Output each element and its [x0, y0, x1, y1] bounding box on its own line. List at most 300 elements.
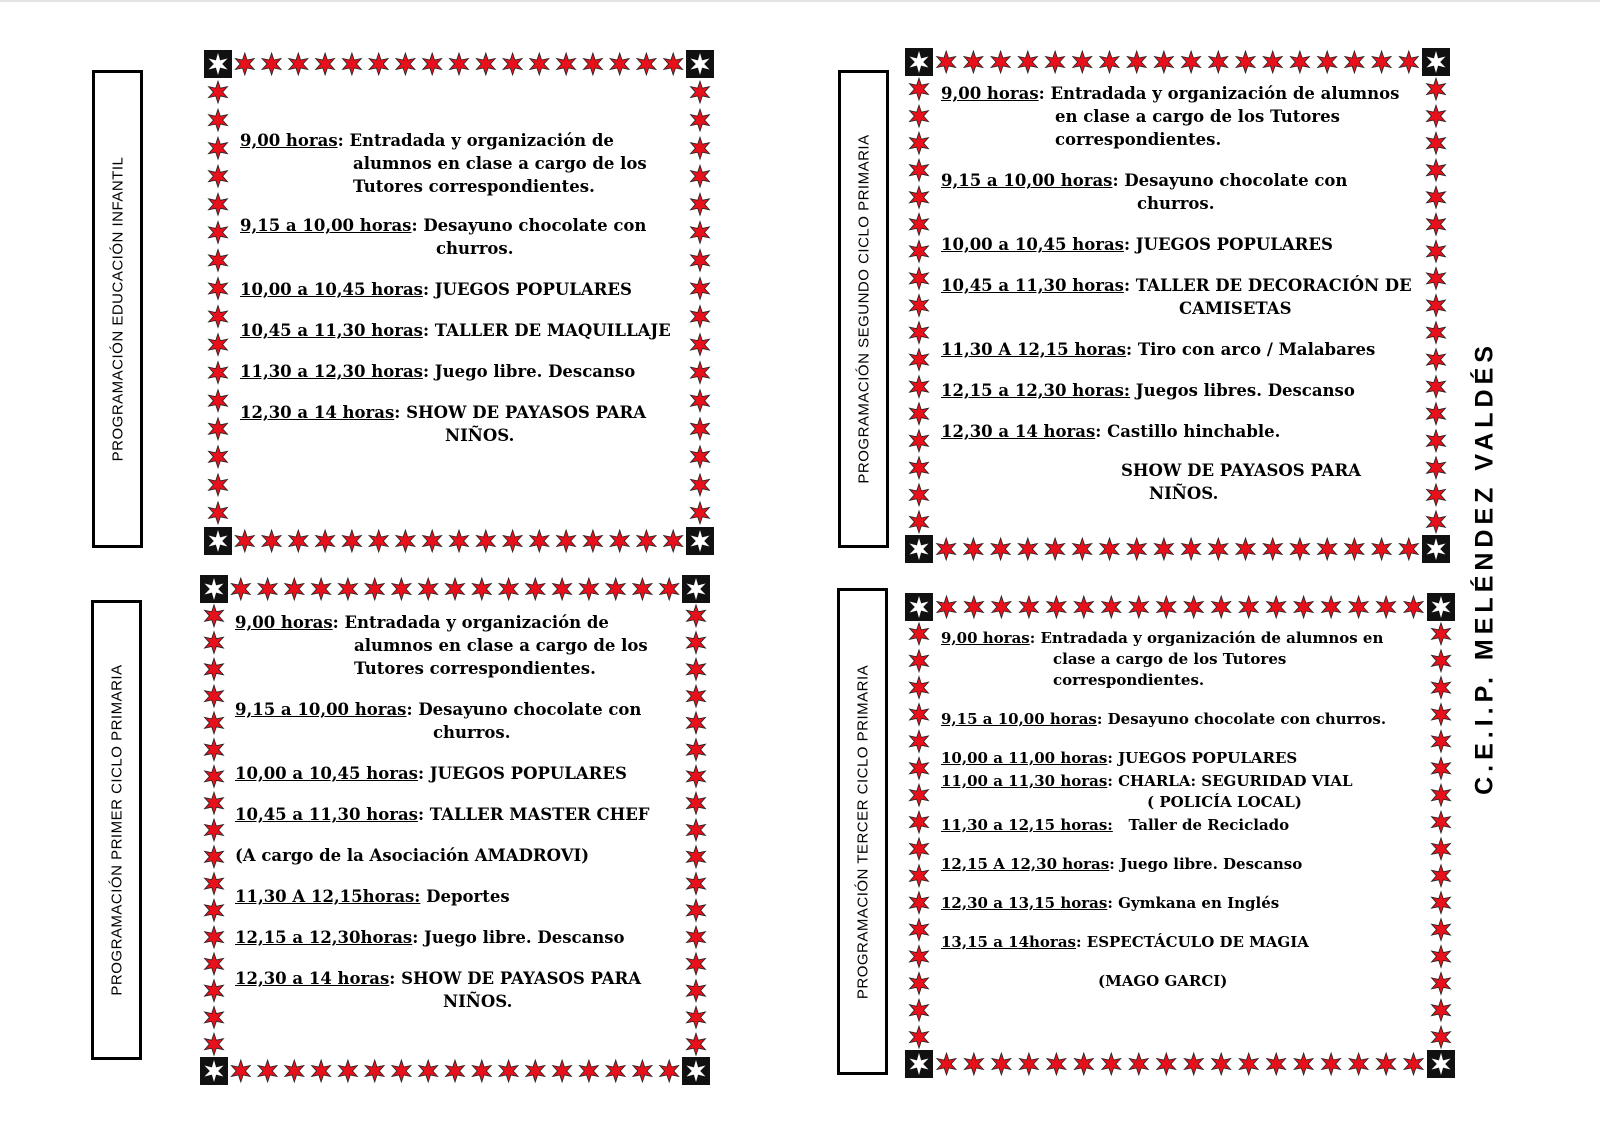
border-star: [687, 873, 706, 895]
border-star: [910, 295, 929, 317]
entry-desc: Desayuno chocolate con: [1124, 171, 1348, 190]
entry: [235, 762, 675, 785]
border-star: [1432, 623, 1451, 645]
border-star: [392, 578, 411, 600]
border-star: [687, 926, 706, 948]
entry-sep: :: [1123, 235, 1136, 254]
border-star: [1404, 596, 1423, 618]
card-infantil: [204, 50, 714, 555]
card-tercer: [905, 593, 1455, 1078]
border-star: [910, 838, 929, 860]
border-star: [1427, 403, 1446, 425]
border-star: [503, 53, 522, 75]
border-star: [316, 530, 335, 552]
border-star: [1209, 51, 1228, 73]
border-star: [419, 578, 438, 600]
entry: [941, 709, 1421, 730]
border-star: [1074, 1053, 1093, 1075]
border-star: [910, 972, 929, 994]
border-star: [209, 446, 228, 468]
border-star: [1157, 1053, 1176, 1075]
entry-time: 11,00 a 11,30 horas: [941, 772, 1108, 790]
border-star: [1102, 1053, 1121, 1075]
border-star: [610, 530, 629, 552]
label-infantil: [92, 70, 143, 548]
entry: [240, 214, 680, 260]
entry-time: 10,45 a 11,30 horas: [240, 321, 423, 340]
border-star: [910, 132, 929, 154]
border-star: [910, 757, 929, 779]
border-star: [687, 658, 706, 680]
border-star: [423, 530, 442, 552]
border-star: [606, 578, 625, 600]
border-star: [910, 484, 929, 506]
border-star: [209, 165, 228, 187]
entry-desc: (MAGO GARCI): [1098, 972, 1228, 990]
border-star: [446, 1060, 465, 1082]
entry-sep: [1113, 816, 1129, 834]
entry-sep: :: [1096, 710, 1108, 728]
border-star: [687, 792, 706, 814]
entry: [941, 169, 1421, 215]
border-star: [289, 53, 308, 75]
border-star: [937, 538, 956, 560]
border-star: [910, 105, 929, 127]
border-star: [1182, 538, 1201, 560]
entry: [941, 420, 1421, 443]
border-star: [691, 418, 710, 440]
border-star: [992, 1053, 1011, 1075]
border-star: [1372, 538, 1391, 560]
entry-time: 9,15 a 10,00 horas: [235, 700, 407, 719]
border-corner: [686, 527, 714, 555]
border-star: [1267, 596, 1286, 618]
border-star: [209, 306, 228, 328]
card-primer: [200, 575, 710, 1085]
border-star: [1432, 677, 1451, 699]
entry: [941, 748, 1421, 769]
border-star: [687, 899, 706, 921]
entry-desc: CHARLA: SEGURIDAD VIAL: [1118, 772, 1353, 790]
border-star: [450, 53, 469, 75]
entry: [235, 611, 675, 680]
entry-desc: (A cargo de la Asociación AMADROVI): [235, 846, 590, 865]
entry-desc: Deportes: [426, 887, 510, 906]
border-star: [1073, 51, 1092, 73]
border-star: [964, 596, 983, 618]
entry-time: 11,30 A 12,15 horas: [941, 340, 1127, 359]
border-star: [1318, 51, 1337, 73]
border-star: [691, 278, 710, 300]
border-star: [446, 578, 465, 600]
entry: [240, 360, 680, 383]
border-star: [235, 53, 254, 75]
border-star: [1154, 538, 1173, 560]
entry-desc: Gymkana en Inglés: [1118, 894, 1280, 912]
border-star: [369, 530, 388, 552]
entry-time: 9,15 a 10,00 horas: [240, 216, 412, 235]
border-star: [205, 1033, 224, 1055]
entry-sep: :: [1038, 84, 1051, 103]
border-star: [392, 1060, 411, 1082]
border-star: [530, 53, 549, 75]
border-star: [691, 109, 710, 131]
entry-sep: :: [1112, 171, 1125, 190]
border-star: [633, 1060, 652, 1082]
border-star: [209, 278, 228, 300]
border-star: [1184, 1053, 1203, 1075]
entry-sep: :: [406, 700, 419, 719]
border-star: [910, 811, 929, 833]
border-star: [1129, 1053, 1148, 1075]
border-star: [476, 53, 495, 75]
border-star: [258, 1060, 277, 1082]
border-star: [1019, 596, 1038, 618]
border-star: [964, 538, 983, 560]
border-star: [396, 53, 415, 75]
entry-time: 12,30 a 14 horas: [941, 422, 1096, 441]
border-star: [991, 51, 1010, 73]
border-star: [910, 677, 929, 699]
entry-desc: ESPECTÁCULO DE MAGIA: [1086, 933, 1309, 951]
border-corner: [204, 50, 232, 78]
entry-cont: NIÑOS.: [445, 426, 515, 445]
card-infantil-content: [240, 129, 680, 447]
border-star: [1427, 213, 1446, 235]
border-star: [1345, 538, 1364, 560]
border-star: [235, 530, 254, 552]
border-star: [1019, 1053, 1038, 1075]
entry-sep: :: [422, 280, 435, 299]
entry-time: 12,30 a 14 horas: [240, 403, 395, 422]
border-star: [687, 632, 706, 654]
border-star: [1432, 811, 1451, 833]
border-star: [338, 578, 357, 600]
border-star: [583, 530, 602, 552]
border-star: [579, 578, 598, 600]
border-star: [285, 578, 304, 600]
border-star: [1157, 596, 1176, 618]
border-star: [687, 1006, 706, 1028]
border-star: [1427, 78, 1446, 100]
border-star: [687, 846, 706, 868]
border-star: [1432, 784, 1451, 806]
border-star: [1318, 538, 1337, 560]
border-star: [472, 1060, 491, 1082]
entry-sep: :: [422, 362, 435, 381]
border-star: [1127, 538, 1146, 560]
entry-sep: :: [389, 969, 402, 988]
border-star: [687, 953, 706, 975]
entry-desc: TALLER DE MAQUILLAJE: [434, 321, 671, 340]
entry-time: 12,15 a 12,30 horas:: [941, 381, 1131, 400]
border-corner: [905, 593, 933, 621]
border-star: [1236, 51, 1255, 73]
border-star: [342, 530, 361, 552]
border-star: [691, 221, 710, 243]
entry-cont: NIÑOS.: [1149, 484, 1219, 503]
entry-sep: :: [1107, 749, 1119, 767]
entry-sep: :: [1029, 629, 1041, 647]
entry-time: 9,00 horas: [941, 629, 1030, 647]
border-star: [1018, 538, 1037, 560]
border-star: [1184, 596, 1203, 618]
entry-time: 12,15 A 12,30 horas: [941, 855, 1110, 873]
entry-time: 9,15 a 10,00 horas: [941, 710, 1097, 728]
entry-cont: alumnos en clase a cargo de los Tutores correspondientes.: [354, 636, 648, 678]
border-star: [1377, 1053, 1396, 1075]
entry-sep: :: [1095, 422, 1108, 441]
border-star: [1129, 596, 1148, 618]
entry: [941, 628, 1421, 691]
border-star: [1349, 596, 1368, 618]
border-star: [937, 51, 956, 73]
border-star: [583, 53, 602, 75]
border-star: [231, 578, 250, 600]
border-star: [1290, 538, 1309, 560]
border-star: [910, 650, 929, 672]
entry-desc: Desayuno chocolate con: [418, 700, 642, 719]
border-star: [1236, 538, 1255, 560]
entry-sep: :: [332, 613, 345, 632]
entry: [941, 771, 1421, 813]
border-star: [1427, 295, 1446, 317]
border-star: [365, 1060, 384, 1082]
border-star: [365, 578, 384, 600]
border-star: [1432, 1026, 1451, 1048]
border-star: [910, 186, 929, 208]
border-star: [205, 926, 224, 948]
label-tercer: [837, 588, 888, 1075]
border-star: [691, 137, 710, 159]
entry: [235, 698, 675, 744]
border-star: [687, 605, 706, 627]
border-star: [1322, 596, 1341, 618]
border-star: [205, 953, 224, 975]
border-star: [530, 530, 549, 552]
border-star: [557, 53, 576, 75]
border-star: [691, 390, 710, 412]
border-star: [910, 919, 929, 941]
label-primer: [91, 600, 142, 1060]
entry: [235, 885, 675, 908]
border-corner: [200, 1057, 228, 1085]
border-star: [1212, 1053, 1231, 1075]
entry: [235, 967, 675, 1013]
border-star: [1427, 240, 1446, 262]
border-corner: [1422, 48, 1450, 76]
border-star: [312, 1060, 331, 1082]
entry-time: 12,30 a 13,15 horas: [941, 894, 1108, 912]
border-star: [579, 1060, 598, 1082]
border-star: [687, 685, 706, 707]
entry: [240, 319, 680, 342]
border-star: [1239, 1053, 1258, 1075]
border-star: [1046, 51, 1065, 73]
border-star: [633, 578, 652, 600]
entry: [941, 459, 1421, 505]
border-star: [910, 946, 929, 968]
entry-time: 12,30 a 14 horas: [235, 969, 390, 988]
border-star: [209, 334, 228, 356]
border-star: [1432, 892, 1451, 914]
border-star: [610, 53, 629, 75]
border-star: [258, 578, 277, 600]
border-star: [691, 165, 710, 187]
border-star: [910, 784, 929, 806]
border-star: [910, 704, 929, 726]
entry-sep: :: [417, 805, 430, 824]
entry-time: 10,00 a 11,00 horas: [941, 749, 1108, 767]
entry: [941, 338, 1421, 361]
entry-cont: clase a cargo de los Tutores correspondientes.: [1053, 650, 1287, 689]
border-star: [1074, 596, 1093, 618]
entry: [941, 932, 1421, 953]
border-star: [910, 159, 929, 181]
border-star: [1399, 538, 1418, 560]
entry-desc: Entradada y organización de alumnos: [1050, 84, 1400, 103]
border-star: [205, 792, 224, 814]
border-star: [338, 1060, 357, 1082]
entry-sep: :: [417, 764, 430, 783]
entry: [941, 893, 1421, 914]
border-star: [691, 502, 710, 524]
border-corner: [1427, 1050, 1455, 1078]
entry-sep: :: [337, 131, 350, 150]
entry-time: 12,15 a 12,30horas: [235, 928, 413, 947]
entry-sep: :: [1107, 772, 1119, 790]
entry-desc: JUEGOS POPULARES: [429, 764, 627, 783]
entry: [235, 926, 675, 949]
border-star: [937, 596, 956, 618]
border-star: [209, 390, 228, 412]
border-star: [606, 1060, 625, 1082]
entry-time: 9,00 horas: [941, 84, 1039, 103]
entry-sep: :: [422, 321, 435, 340]
border-star: [285, 1060, 304, 1082]
border-star: [1432, 650, 1451, 672]
border-star: [1182, 51, 1201, 73]
border-star: [472, 578, 491, 600]
entry-desc: TALLER MASTER CHEF: [429, 805, 650, 824]
entry-sep: :: [394, 403, 407, 422]
border-star: [1427, 457, 1446, 479]
border-star: [691, 474, 710, 496]
entry-time: 11,30 a 12,30 horas: [240, 362, 423, 381]
entry: [941, 82, 1421, 151]
border-star: [910, 999, 929, 1021]
border-corner: [905, 535, 933, 563]
entry-desc: Juego libre. Descanso: [434, 362, 636, 381]
entry-desc: Entradada y organización de: [349, 131, 614, 150]
entry-time: 11,30 a 12,15 horas:: [941, 816, 1113, 834]
entry: [941, 274, 1421, 320]
entry-time: 13,15 a 14horas: [941, 933, 1076, 951]
entry-cont: ( POLICÍA LOCAL): [1147, 793, 1302, 811]
border-star: [910, 213, 929, 235]
border-corner: [682, 575, 710, 603]
entry-time: 10,45 a 11,30 horas: [235, 805, 418, 824]
border-star: [687, 765, 706, 787]
border-star: [316, 53, 335, 75]
card-segundo-content: [941, 82, 1421, 505]
entry-desc: Juego libre. Descanso: [1120, 855, 1303, 873]
entry-time: 9,00 horas: [240, 131, 338, 150]
border-star: [289, 530, 308, 552]
entry-sep: :: [411, 216, 424, 235]
border-star: [1127, 51, 1146, 73]
border-star: [205, 819, 224, 841]
border-star: [910, 457, 929, 479]
entry-desc: Desayuno chocolate con churros.: [1107, 710, 1387, 728]
border-star: [209, 502, 228, 524]
border-star: [1399, 51, 1418, 73]
border-star: [499, 578, 518, 600]
border-star: [209, 249, 228, 271]
border-star: [526, 578, 545, 600]
border-star: [209, 193, 228, 215]
entry-time: 10,00 a 10,45 horas: [941, 235, 1124, 254]
border-star: [499, 1060, 518, 1082]
border-star: [1432, 757, 1451, 779]
border-star: [1263, 538, 1282, 560]
entry: [235, 803, 675, 826]
border-star: [1427, 322, 1446, 344]
border-star: [209, 221, 228, 243]
entry-cont: alumnos en clase a cargo de los Tutores correspondientes.: [353, 154, 647, 196]
border-star: [1427, 105, 1446, 127]
border-star: [1239, 596, 1258, 618]
border-star: [1432, 865, 1451, 887]
border-star: [910, 376, 929, 398]
border-star: [1294, 596, 1313, 618]
border-star: [205, 739, 224, 761]
entry: [941, 854, 1421, 875]
entry-desc: SHOW DE PAYASOS PARA: [406, 403, 647, 422]
school-name: C.E.I.P. MELÉNDEZ VALDÉS: [1470, 341, 1499, 795]
border-star: [1209, 538, 1228, 560]
border-star: [312, 578, 331, 600]
entry-desc: Desayuno chocolate con: [423, 216, 647, 235]
border-star: [419, 1060, 438, 1082]
border-star: [396, 530, 415, 552]
border-star: [1427, 267, 1446, 289]
border-star: [1018, 51, 1037, 73]
border-star: [910, 403, 929, 425]
border-star: [476, 530, 495, 552]
label-tercer-text: PROGRAMACIÓN TERCER CICLO PRIMARIA: [854, 664, 871, 999]
border-star: [1427, 430, 1446, 452]
entry-desc: SHOW DE PAYASOS PARA: [1121, 461, 1361, 480]
card-primer-content: [235, 611, 675, 1013]
border-star: [205, 899, 224, 921]
entry-cont: churros.: [1137, 194, 1215, 213]
border-star: [964, 51, 983, 73]
border-star: [1294, 1053, 1313, 1075]
entry-desc: JUEGOS POPULARES: [434, 280, 632, 299]
border-star: [964, 1053, 983, 1075]
border-star: [910, 240, 929, 262]
border-star: [1322, 1053, 1341, 1075]
border-corner: [1427, 593, 1455, 621]
border-star: [660, 1060, 679, 1082]
border-star: [205, 980, 224, 1002]
border-star: [1073, 538, 1092, 560]
entry-desc: Entradada y organización de alumnos en: [1040, 629, 1384, 647]
card-segundo: [905, 48, 1450, 563]
entry-cont: churros.: [433, 723, 511, 742]
border-star: [209, 362, 228, 384]
